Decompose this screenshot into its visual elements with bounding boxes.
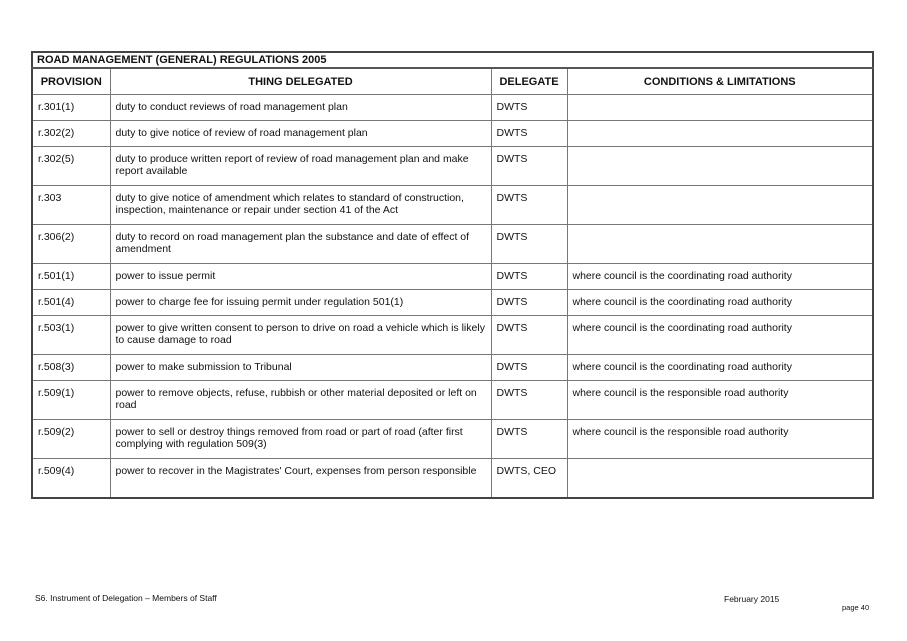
cell-delegate: DWTS [491,147,567,186]
cell-conditions [567,225,873,264]
cell-delegate: DWTS [491,121,567,147]
cell-thing: power to issue permit [110,264,491,290]
cell-conditions: where council is the responsible road authority [567,420,873,459]
cell-provision: r.306(2) [32,225,110,264]
cell-delegate: DWTS [491,186,567,225]
cell-delegate: DWTS [491,316,567,355]
cell-conditions [567,147,873,186]
cell-thing: duty to give notice of review of road management plan [110,121,491,147]
table-row [32,459,873,499]
cell-conditions [567,186,873,225]
cell-thing: duty to record on road management plan the substance and date of effect of amendment [110,225,491,264]
table-row [32,290,873,316]
table-row [32,381,873,420]
cell-provision: r.501(1) [32,264,110,290]
cell-provision: r.501(4) [32,290,110,316]
table-row [32,264,873,290]
table-row [32,147,873,186]
cell-thing: duty to conduct reviews of road management plan [110,95,491,121]
cell-delegate: DWTS [491,95,567,121]
cell-thing: duty to produce written report of review of road management plan and make report available [110,147,491,186]
cell-delegate: DWTS [491,264,567,290]
cell-thing: power to remove objects, refuse, rubbish or other material deposited or left on road [110,381,491,420]
cell-provision: r.503(1) [32,316,110,355]
table-row [32,420,873,459]
cell-provision: r.302(5) [32,147,110,186]
table-row [32,316,873,355]
table-row [32,186,873,225]
cell-provision: r.509(1) [32,381,110,420]
header-delegate: DELEGATE [491,68,567,95]
cell-thing: duty to give notice of amendment which relates to standard of construction, inspection, maintenance or repair under section 41 of the Act [110,186,491,225]
footer-document-title: S6. Instrument of Delegation – Members of Staff [35,593,217,603]
header-provision: PROVISION [32,68,110,95]
cell-conditions [567,121,873,147]
cell-thing: power to make submission to Tribunal [110,355,491,381]
cell-delegate: DWTS [491,420,567,459]
cell-provision: r.509(4) [32,459,110,499]
cell-delegate: DWTS [491,290,567,316]
cell-conditions [567,459,873,499]
cell-delegate: DWTS, CEO [491,459,567,499]
table-row [32,95,873,121]
cell-delegate: DWTS [491,225,567,264]
table-row [32,225,873,264]
cell-conditions: where council is the coordinating road authority [567,264,873,290]
cell-provision: r.302(2) [32,121,110,147]
table-row [32,121,873,147]
header-thing-delegated: THING DELEGATED [110,68,491,95]
cell-conditions: where council is the coordinating road authority [567,355,873,381]
table-header-row [32,68,873,95]
cell-conditions: where council is the responsible road authority [567,381,873,420]
delegation-table [31,51,874,499]
cell-provision: r.508(3) [32,355,110,381]
cell-conditions [567,95,873,121]
header-conditions: CONDITIONS & LIMITATIONS [567,68,873,95]
cell-provision: r.303 [32,186,110,225]
cell-conditions: where council is the coordinating road authority [567,290,873,316]
cell-provision: r.509(2) [32,420,110,459]
table-title: ROAD MANAGEMENT (GENERAL) REGULATIONS 2005 [32,52,873,68]
cell-thing: power to charge fee for issuing permit under regulation 501(1) [110,290,491,316]
cell-thing: power to recover in the Magistrates' Court, expenses from person responsible [110,459,491,499]
cell-thing: power to give written consent to person to drive on road a vehicle which is likely to cause damage to road [110,316,491,355]
cell-provision: r.301(1) [32,95,110,121]
cell-delegate: DWTS [491,355,567,381]
cell-delegate: DWTS [491,381,567,420]
footer-page-number: page 40 [842,603,870,612]
footer-date: February 2015 [724,594,780,604]
cell-thing: power to sell or destroy things removed from road or part of road (after first complying with regulation 509(3) [110,420,491,459]
cell-conditions: where council is the coordinating road authority [567,316,873,355]
table-row [32,355,873,381]
table-title-row [32,52,873,68]
